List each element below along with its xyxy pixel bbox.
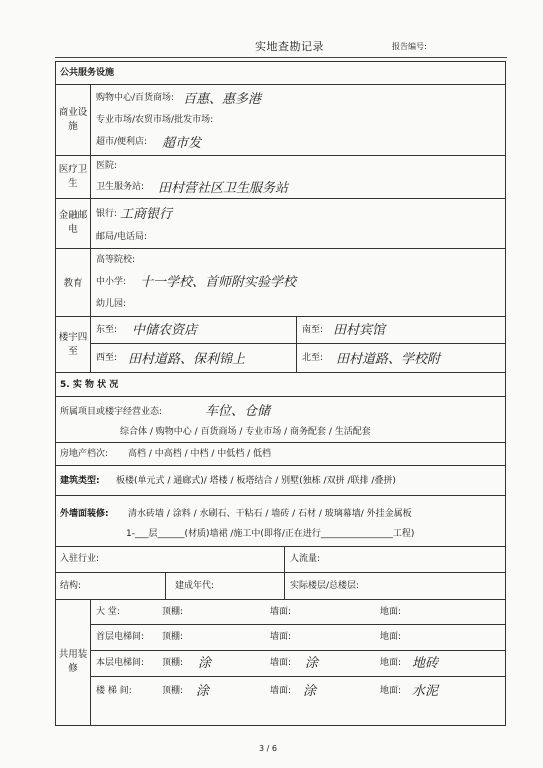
section-title: 公共服务设施 — [60, 68, 115, 78]
divider — [55, 465, 506, 466]
divider — [55, 248, 506, 249]
category-label: 共用装修 — [58, 649, 88, 674]
handwritten-value: 田村道路、学校附 — [336, 352, 441, 367]
divider — [55, 316, 506, 317]
field-label: 人流量: — [290, 554, 321, 564]
floor-label: 地面: — [380, 686, 402, 696]
form-table — [55, 61, 506, 726]
category-label: 教育 — [63, 278, 83, 289]
handwritten-value: 田村道路、保利锦上 — [128, 352, 246, 367]
floor-label: 地面: — [380, 632, 402, 642]
field-label: 专业市场/农贸市场/批发市场: — [96, 115, 214, 125]
divider — [90, 650, 506, 651]
row-label: 楼 梯 间: — [96, 686, 132, 696]
header-rule — [55, 57, 507, 58]
option-list: 综合体 / 购物中心 / 百货商场 / 专业市场 / 商务配套 / 生活配套 — [120, 427, 371, 437]
divider — [90, 676, 506, 677]
divider — [296, 316, 297, 372]
divider — [55, 198, 506, 199]
field-label: 东至: — [96, 325, 118, 335]
divider — [284, 546, 285, 572]
divider — [284, 572, 285, 599]
divider — [55, 599, 506, 600]
divider — [55, 155, 506, 156]
divider — [55, 372, 506, 373]
handwritten-value: 车位、仓储 — [205, 404, 271, 419]
handwritten-value: 涂 — [305, 656, 319, 671]
handwritten-value: 地砖 — [412, 656, 439, 671]
wall-label: 墙面: — [270, 607, 292, 617]
row-label: 本层电梯间: — [96, 658, 145, 668]
floor-label: 地面: — [380, 658, 402, 668]
field-label: 邮局/电话局: — [96, 232, 148, 242]
field-label: 所属项目或楼宇经营业态: — [60, 407, 163, 417]
field-label: 银行: — [96, 209, 118, 219]
category-label: 楼宇四至 — [58, 332, 88, 357]
handwritten-value: 工商银行 — [120, 207, 173, 222]
handwritten-value: 涂 — [303, 684, 317, 699]
wall-label: 墙面: — [270, 632, 292, 642]
field-label: 房地产档次: — [60, 449, 109, 459]
handwritten-value: 中储农资店 — [132, 323, 198, 338]
ceiling-label: 顶棚: — [162, 658, 184, 668]
option-list: 1-___层______(材质)墙裙 /施工中(即将/正在进行________________工程) — [126, 529, 415, 539]
divider — [90, 624, 506, 625]
row-label: 大 堂: — [96, 607, 120, 617]
field-label: 入驻行业: — [60, 554, 100, 564]
row-label: 首层电梯间: — [96, 632, 145, 642]
option-list: 清水砖墙 / 涂料 / 水刷石、干粘石 / 墙砖 / 石材 / 玻璃幕墙/ 外挂金属板 — [128, 509, 412, 519]
wall-label: 墙面: — [270, 658, 292, 668]
category-label: 金融邮电 — [58, 210, 88, 235]
divider — [165, 572, 166, 599]
field-label: 幼儿园: — [96, 299, 127, 309]
wall-label: 墙面: — [270, 686, 292, 696]
handwritten-value: 田村宾馆 — [333, 323, 386, 338]
field-label: 卫生服务站: — [96, 182, 145, 192]
handwritten-value: 超市发 — [162, 136, 202, 151]
category-label: 医疗卫生 — [58, 164, 88, 189]
option-list: 板楼(单元式 / 通廊式)/ 塔楼 / 板塔结合 / 别墅(独栋 /双拼 /联排 /叠拼) — [116, 476, 396, 486]
field-label: 西至: — [96, 353, 118, 363]
divider — [90, 343, 506, 344]
handwritten-value: 田村营社区卫生服务站 — [158, 181, 289, 196]
field-label: 购物中心/百货商场: — [96, 93, 175, 103]
field-label: 北至: — [302, 353, 324, 363]
ceiling-label: 顶棚: — [162, 632, 184, 642]
field-label: 实际楼层/总楼层: — [290, 581, 360, 591]
handwritten-value: 涂 — [198, 656, 212, 671]
handwritten-value: 水泥 — [412, 684, 439, 699]
divider — [55, 495, 506, 496]
report-number-label: 报告编号: — [392, 42, 427, 51]
divider — [55, 396, 506, 397]
field-label: 建筑类型: — [60, 476, 100, 486]
field-label: 超市/便利店: — [96, 137, 148, 147]
section-title: 5. 实 物 状 况 — [60, 380, 119, 390]
ceiling-label: 顶棚: — [162, 607, 184, 617]
handwritten-value: 十一学校、首师附实验学校 — [140, 275, 297, 290]
ceiling-label: 顶棚: — [162, 686, 184, 696]
page-number: 3 / 6 — [259, 744, 277, 753]
field-label: 建成年代: — [175, 581, 215, 591]
field-label: 外墙面装修: — [60, 509, 109, 519]
floor-label: 地面: — [380, 607, 402, 617]
divider — [55, 442, 506, 443]
handwritten-value: 涂 — [196, 684, 210, 699]
field-label: 高等院校: — [96, 255, 136, 265]
option-list: 高档 / 中高档 / 中档 / 中低档 / 低档 — [128, 449, 272, 459]
page-title: 实地查勘记录 — [255, 40, 324, 53]
category-label: 商业设施 — [58, 107, 88, 132]
divider — [55, 572, 506, 573]
divider — [55, 84, 506, 85]
field-label: 中小学: — [96, 277, 127, 287]
handwritten-value: 百惠、惠多港 — [183, 92, 262, 107]
field-label: 南至: — [302, 325, 324, 335]
divider — [55, 546, 506, 547]
field-label: 医院: — [96, 161, 118, 171]
field-label: 结构: — [60, 581, 82, 591]
